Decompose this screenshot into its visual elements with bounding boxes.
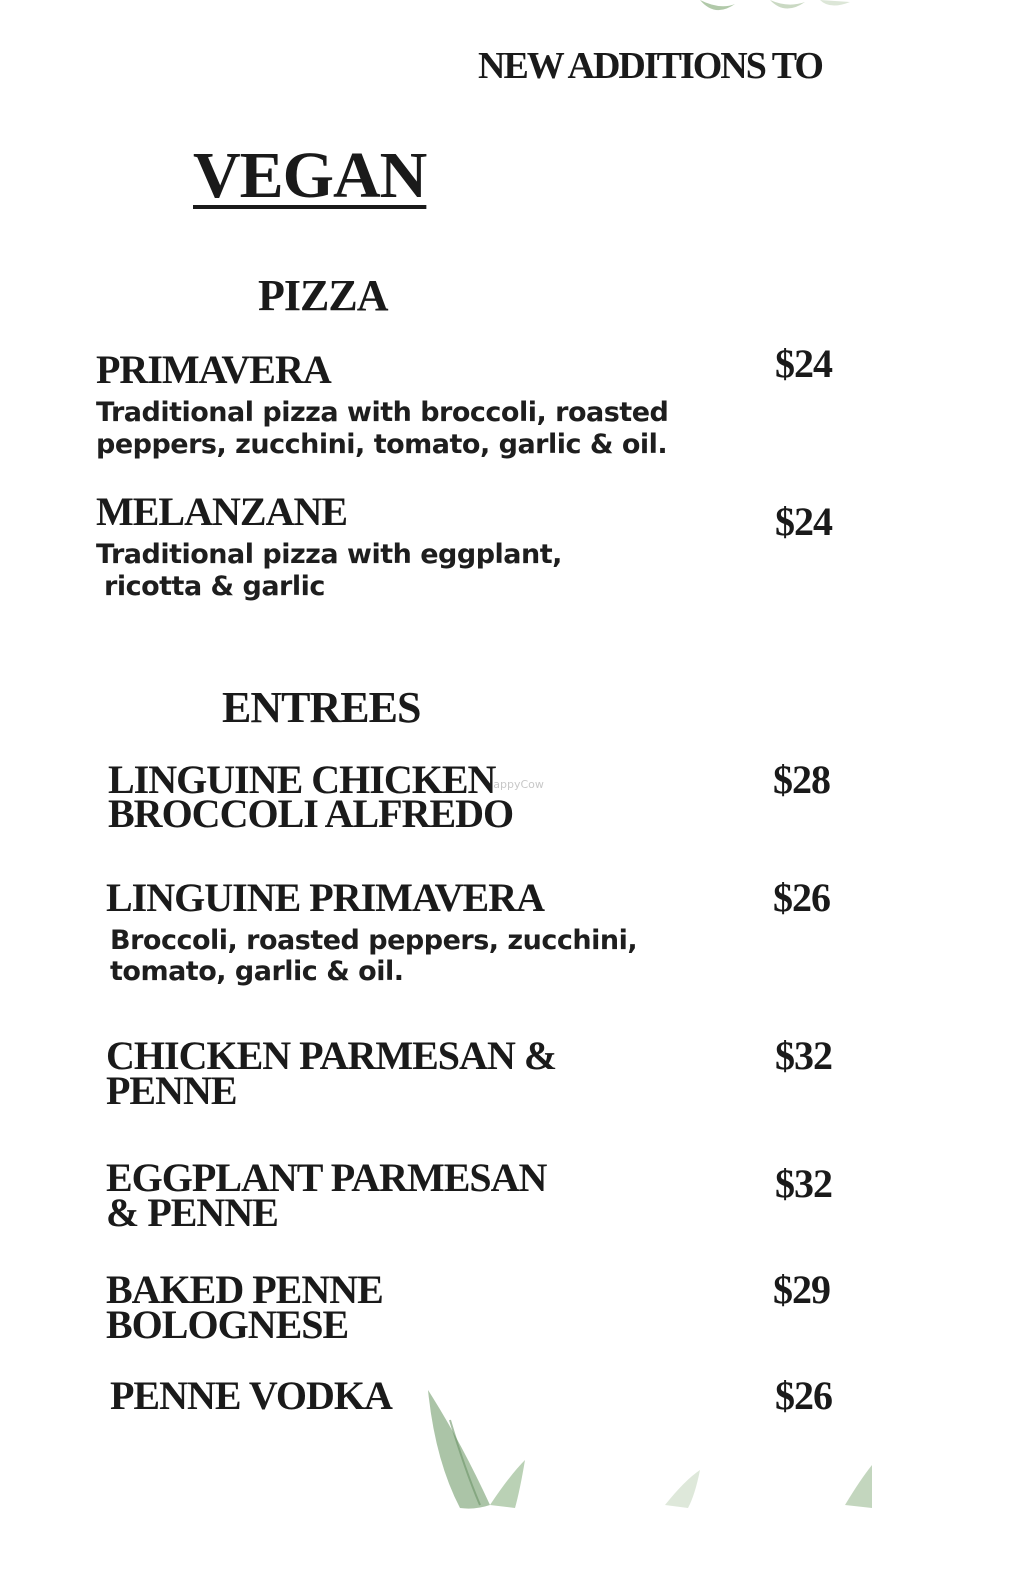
item-name: & PENNE	[106, 1190, 278, 1235]
item-description: Traditional pizza with broccoli, roasted	[96, 397, 669, 428]
item-price: $32	[775, 1033, 832, 1078]
item-description: tomato, garlic & oil.	[110, 956, 404, 987]
leaf-icon	[690, 0, 860, 22]
item-price: $26	[775, 1373, 832, 1418]
item-price: $28	[773, 757, 830, 802]
item-description: Traditional pizza with eggplant,	[96, 539, 562, 570]
section-heading-entrees: ENTREES	[222, 683, 421, 732]
item-name: PENNE	[106, 1068, 237, 1113]
item-description: Broccoli, roasted peppers, zucchini,	[110, 925, 638, 956]
item-name: EGGPLANT PARMESAN	[106, 1155, 547, 1200]
item-description: peppers, zucchini, tomato, garlic & oil.	[96, 429, 668, 460]
item-price: $29	[773, 1267, 830, 1312]
item-name: BOLOGNESE	[106, 1302, 349, 1347]
item-price: $24	[775, 341, 832, 386]
item-name: PENNE VODKA	[110, 1373, 392, 1418]
item-description: ricotta & garlic	[104, 571, 325, 602]
watermark: HappyCow	[485, 778, 544, 791]
item-name: LINGUINE PRIMAVERA	[106, 875, 544, 920]
item-name: PRIMAVERA	[96, 347, 331, 392]
item-name: LINGUINE CHICKEN	[108, 757, 496, 802]
section-heading-pizza: PIZZA	[258, 271, 388, 320]
menu-banner: NEW ADDITIONS TO	[478, 45, 822, 87]
item-price: $32	[775, 1161, 832, 1206]
item-price: $24	[775, 499, 832, 544]
item-name: CHICKEN PARMESAN &	[106, 1033, 557, 1078]
item-price: $26	[773, 875, 830, 920]
item-name: BROCCOLI ALFREDO	[108, 791, 514, 836]
page-title: VEGAN	[193, 139, 427, 212]
item-name: MELANZANE	[96, 489, 348, 534]
item-name: BAKED PENNE	[106, 1267, 383, 1312]
